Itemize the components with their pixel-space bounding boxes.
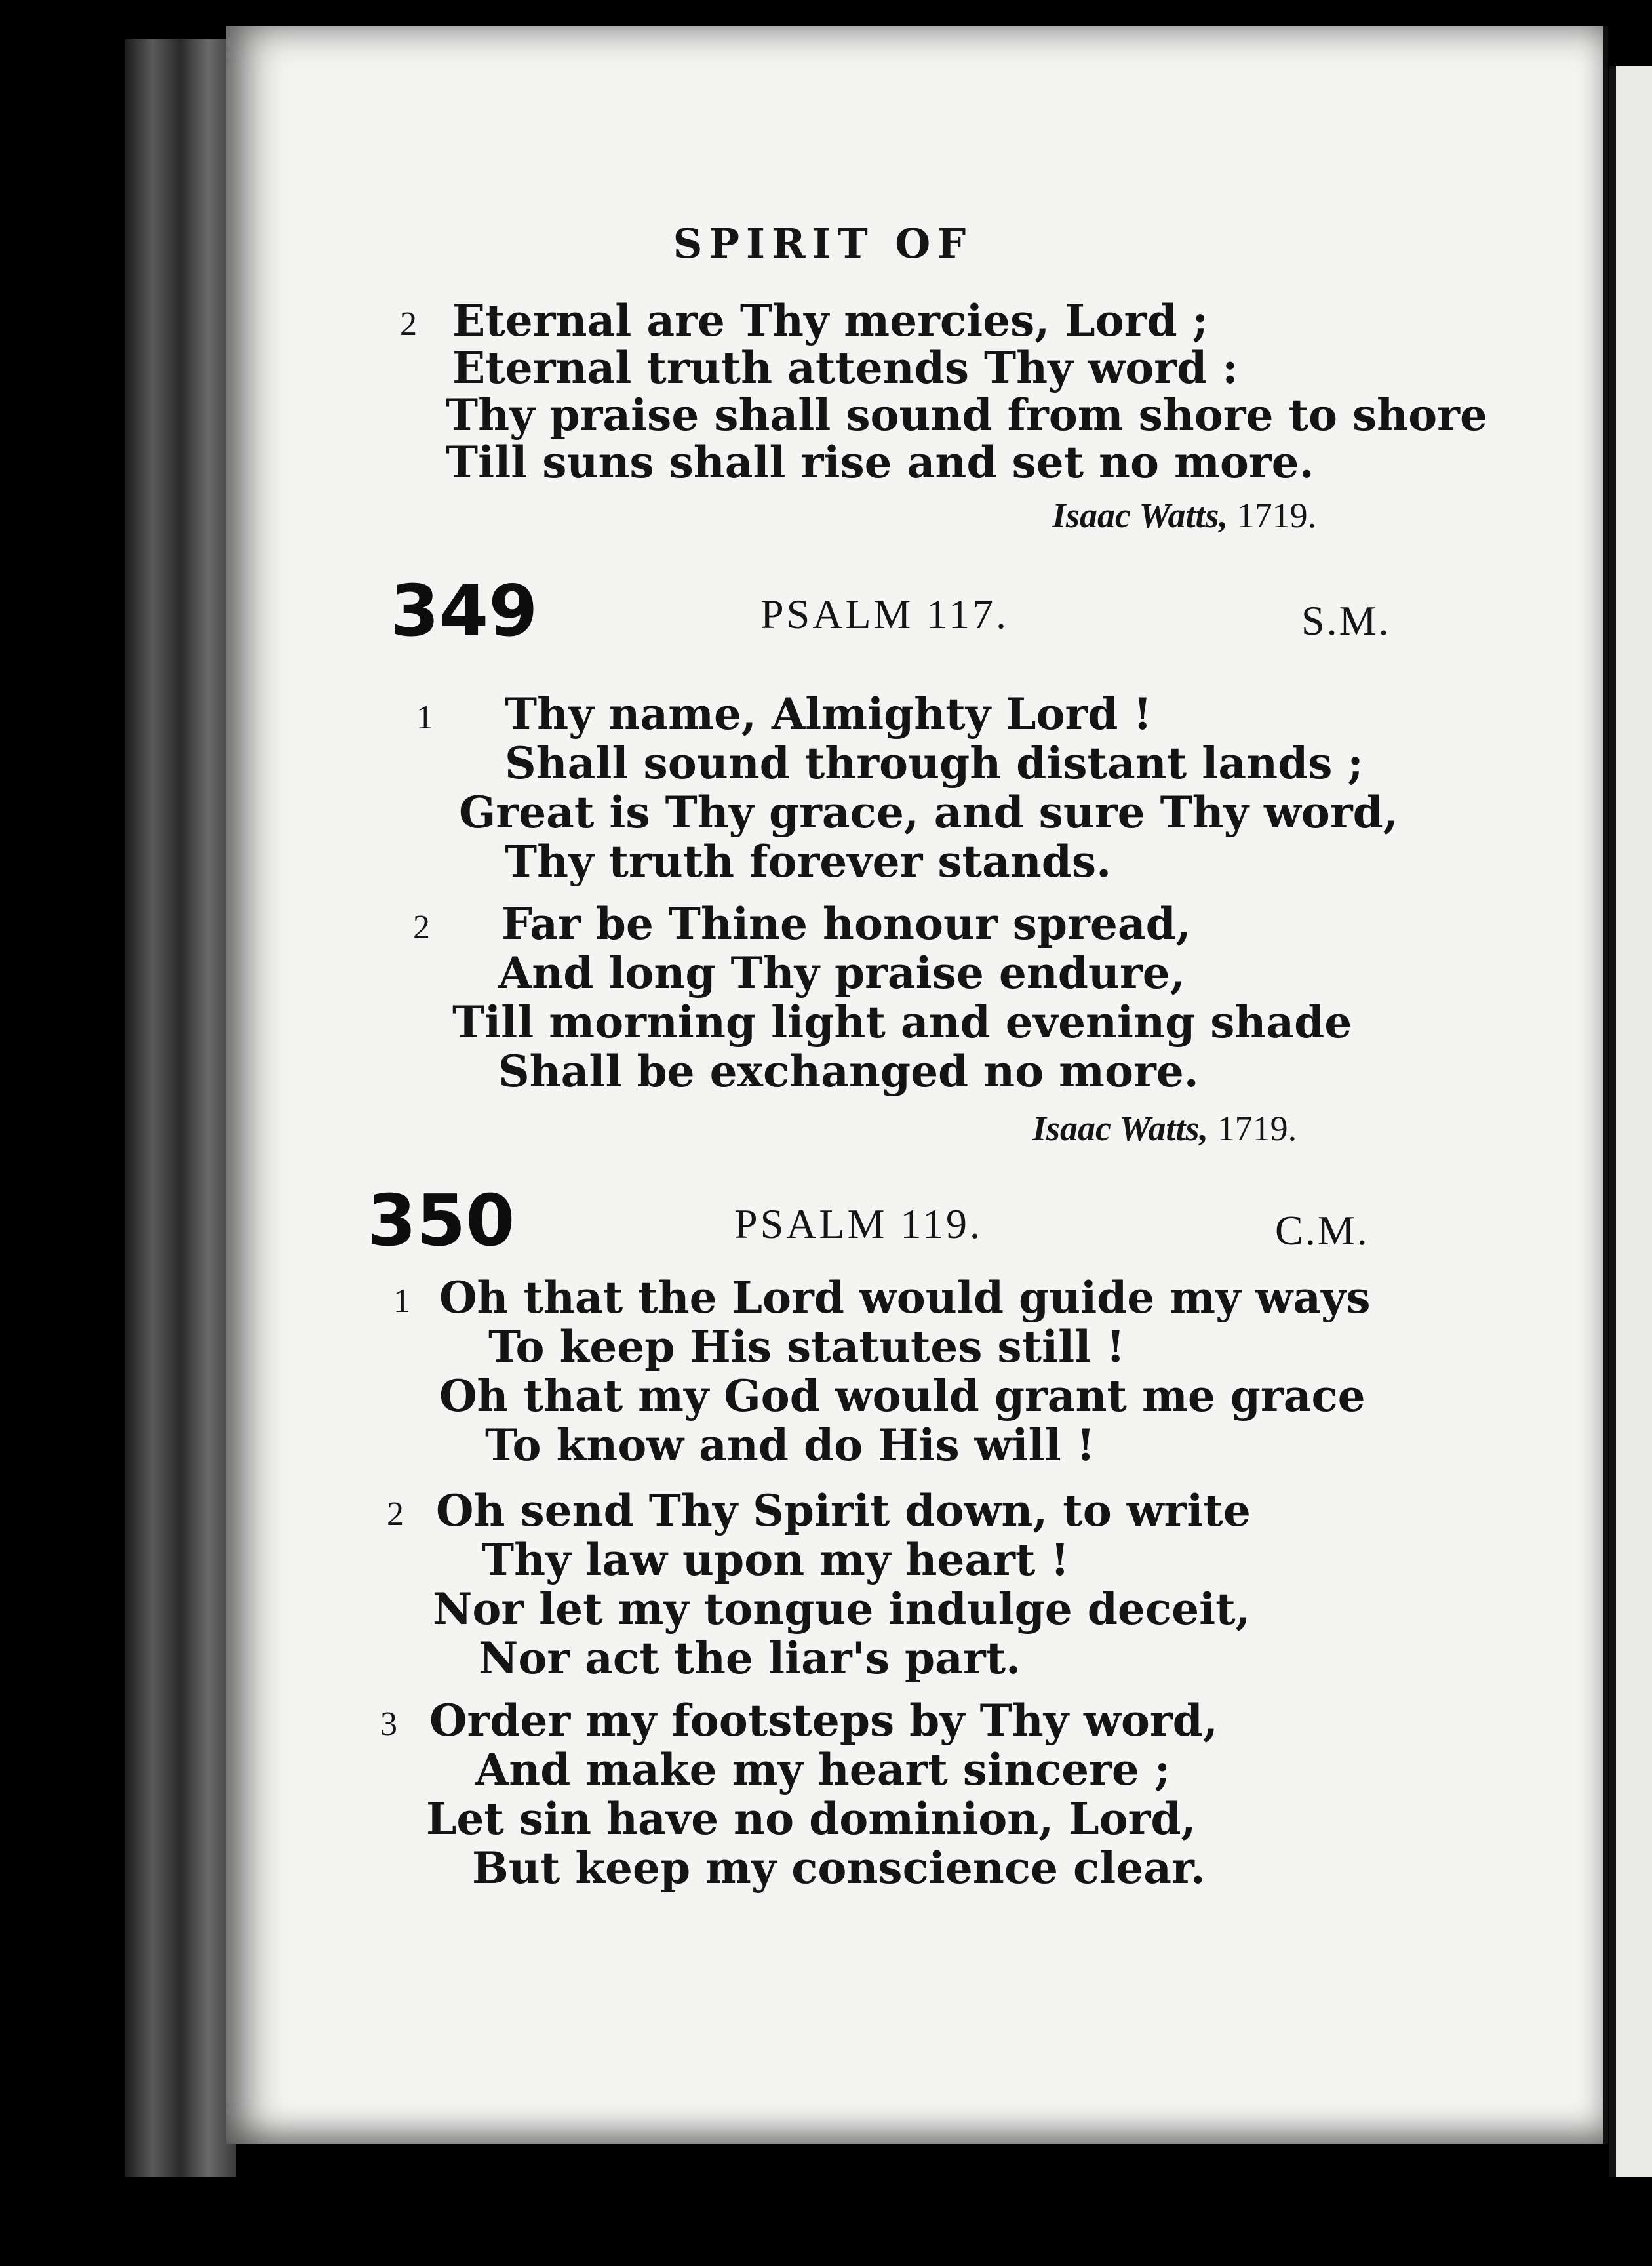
verse-line: Thy praise shall sound from shore to shore	[446, 389, 1487, 441]
hymn-number: 349	[390, 570, 538, 652]
hymn-title: PSALM 119.	[734, 1201, 983, 1247]
hymnal-page	[226, 26, 1608, 2144]
verse-line: But keep my conscience clear.	[472, 1842, 1206, 1894]
author-attribution	[1052, 495, 1316, 536]
running-head: SPIRIT OF	[673, 220, 973, 268]
verse-line: Oh send Thy Spirit down, to write	[436, 1485, 1251, 1536]
verse-line: Oh that the Lord would guide my ways	[439, 1272, 1371, 1323]
verse-line: And long Thy praise endure,	[498, 947, 1185, 999]
verse-number: 1	[416, 699, 433, 736]
verse-line: Shall be exchanged no more.	[498, 1046, 1199, 1097]
verse-number: 2	[413, 909, 430, 946]
hymn-title: PSALM 117.	[760, 591, 1010, 637]
verse-line: Till morning light and evening shade	[452, 997, 1352, 1048]
verse-number: 1	[393, 1282, 410, 1320]
verse-line: Eternal are Thy mercies, Lord ;	[452, 295, 1208, 346]
verse-number: 2	[387, 1496, 404, 1533]
verse-number: 2	[400, 306, 417, 343]
author-year: 1719.	[1217, 1109, 1297, 1148]
verse-line: Oh that my God would grant me grace	[439, 1370, 1366, 1421]
verse-line: Nor let my tongue indulge deceit,	[433, 1583, 1251, 1635]
verse-line: To keep His statutes still !	[488, 1321, 1126, 1372]
verse-line: Great is Thy grace, and sure Thy word,	[459, 787, 1398, 838]
verse-line: Till suns shall rise and set no more.	[446, 437, 1314, 488]
author-name: Isaac Watts,	[1032, 1109, 1209, 1148]
verse-line: Shall sound through distant lands ;	[505, 738, 1364, 789]
verse-line: Eternal truth attends Thy word :	[452, 342, 1238, 393]
facing-page-edge	[1609, 66, 1652, 2177]
verse-line: Nor act the liar's part.	[479, 1633, 1021, 1684]
verse-line: And make my heart sincere ;	[475, 1744, 1171, 1795]
verse-line: Let sin have no dominion, Lord,	[426, 1793, 1196, 1844]
verse-number: 3	[380, 1705, 397, 1743]
verse-line: Thy law upon my heart !	[482, 1534, 1070, 1585]
hymn-meter: C.M.	[1275, 1207, 1369, 1254]
hymn-number: 350	[367, 1180, 515, 1262]
author-attribution	[1032, 1108, 1297, 1149]
verse-line: Far be Thine honour spread,	[502, 898, 1191, 949]
hymn-meter: S.M.	[1301, 597, 1391, 644]
book-binding	[125, 39, 236, 2177]
verse-line: Order my footsteps by Thy word,	[429, 1695, 1218, 1746]
verse-line: To know and do His will !	[485, 1420, 1095, 1471]
verse-line: Thy name, Almighty Lord !	[505, 688, 1152, 740]
author-name: Isaac Watts,	[1052, 496, 1229, 535]
verse-line: Thy truth forever stands.	[505, 836, 1112, 887]
author-year: 1719.	[1236, 496, 1317, 535]
